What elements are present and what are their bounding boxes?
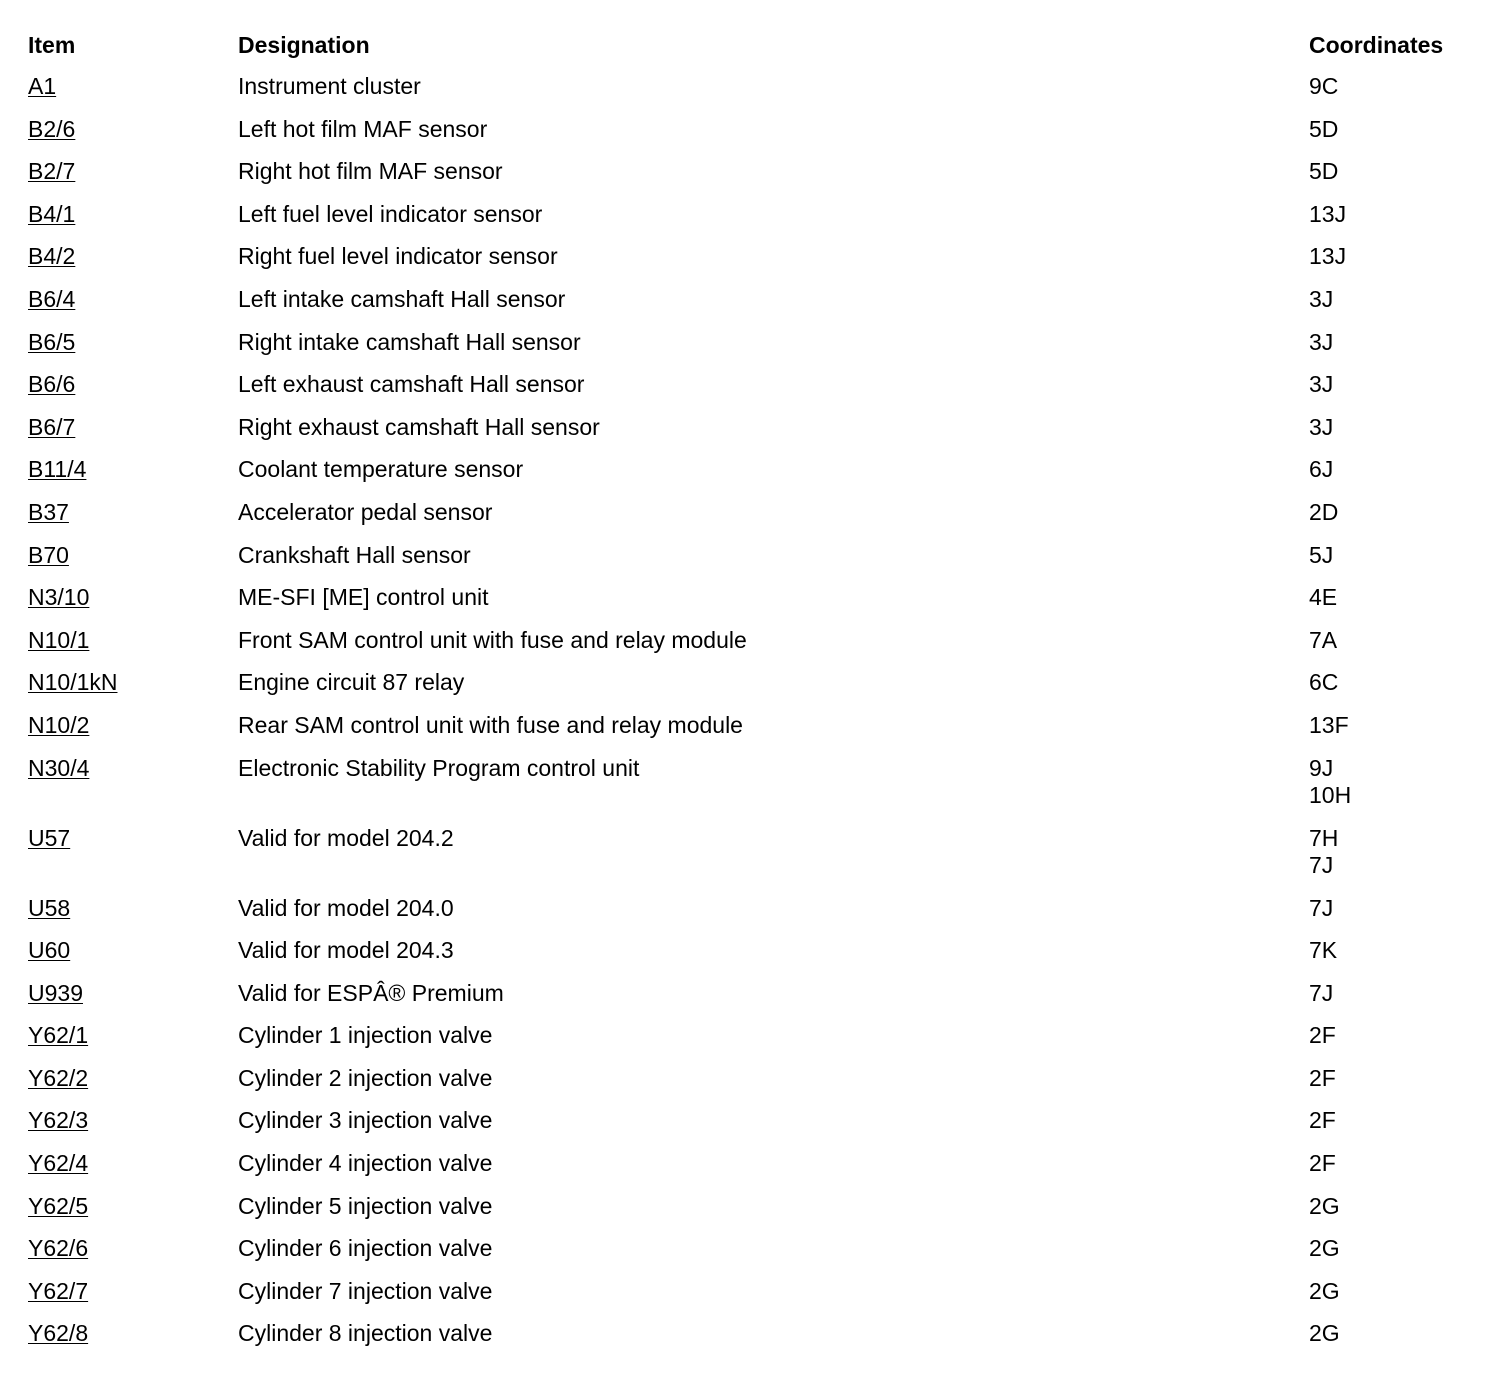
coordinates-cell (1309, 1228, 1488, 1262)
coordinates-cell (1309, 236, 1488, 270)
item-link[interactable]: Y62/8 (28, 1320, 89, 1347)
item-cell (28, 1015, 238, 1049)
item-cell (28, 364, 238, 398)
coordinate-value: 7A (1309, 626, 1338, 653)
table-row (28, 1015, 1488, 1058)
coordinates-cell (1309, 620, 1488, 654)
coordinates-cell (1309, 279, 1488, 313)
item-cell (28, 620, 238, 654)
item-link[interactable]: Y62/6 (28, 1235, 89, 1262)
coordinate-value: 13F (1309, 711, 1349, 738)
coordinates-cell (1309, 364, 1488, 398)
table-body (28, 66, 1488, 1356)
designation-cell: Cylinder 4 injection valve (238, 1150, 493, 1177)
item-link[interactable]: B2/7 (28, 158, 76, 185)
table-row (28, 973, 1488, 1016)
coordinates-cell (1309, 151, 1488, 185)
coordinate-value: 2F (1309, 1150, 1336, 1177)
designation-cell: Right exhaust camshaft Hall sensor (238, 413, 600, 440)
designation-cell: Crankshaft Hall sensor (238, 541, 471, 568)
coordinates-cell (1309, 535, 1488, 569)
item-cell (28, 888, 238, 922)
item-cell (28, 577, 238, 611)
designation-cell: Cylinder 7 injection valve (238, 1277, 493, 1304)
item-link[interactable]: U58 (28, 894, 71, 921)
coordinate-value: 3J (1309, 328, 1334, 355)
coordinate-value: 5J (1309, 541, 1334, 568)
table-row (28, 322, 1488, 365)
coordinates-cell (1309, 109, 1488, 143)
table-row (28, 492, 1488, 535)
designation-cell: Right hot film MAF sensor (238, 158, 503, 185)
coordinates-cell (1309, 818, 1488, 879)
designation-cell: Cylinder 5 injection valve (238, 1192, 493, 1219)
table-row (28, 279, 1488, 322)
table-header-row (28, 24, 1488, 66)
coordinate-value: 2D (1309, 498, 1339, 525)
designation-cell: Left hot film MAF sensor (238, 115, 488, 142)
item-cell (28, 973, 238, 1007)
designation-cell: ME-SFI [ME] control unit (238, 584, 489, 611)
table-row (28, 888, 1488, 931)
coordinate-value: 4E (1309, 584, 1338, 611)
designation-cell: Left fuel level indicator sensor (238, 200, 543, 227)
item-link[interactable]: Y62/5 (28, 1192, 89, 1219)
coordinate-value: 7H (1309, 824, 1339, 851)
table-row (28, 930, 1488, 973)
item-link[interactable]: B6/4 (28, 285, 76, 312)
coordinate-value: 3J (1309, 285, 1334, 312)
table-row (28, 620, 1488, 663)
table-row (28, 535, 1488, 578)
coordinate-value: 2F (1309, 1107, 1336, 1134)
coordinate-value: 2G (1309, 1277, 1340, 1304)
coordinates-cell (1309, 662, 1488, 696)
designation-cell: Cylinder 2 injection valve (238, 1064, 493, 1091)
table-row (28, 449, 1488, 492)
item-link[interactable]: B2/6 (28, 115, 76, 142)
coordinates-cell (1309, 973, 1488, 1007)
coordinate-value: 3J (1309, 413, 1334, 440)
item-cell (28, 1143, 238, 1177)
designation-cell: Left exhaust camshaft Hall sensor (238, 371, 585, 398)
coordinate-value: 7J (1309, 851, 1334, 878)
item-link[interactable]: N10/1 (28, 626, 90, 653)
designation-cell: Cylinder 6 injection valve (238, 1235, 493, 1262)
item-cell (28, 1271, 238, 1305)
header-coordinates: Coordinates (1309, 32, 1444, 58)
coordinates-cell (1309, 194, 1488, 228)
item-cell (28, 322, 238, 356)
table-row (28, 1058, 1488, 1101)
coordinates-cell (1309, 1313, 1488, 1347)
item-cell (28, 535, 238, 569)
coordinates-cell (1309, 66, 1488, 100)
item-link[interactable]: B6/6 (28, 371, 76, 398)
item-link[interactable]: Y62/7 (28, 1277, 89, 1304)
item-link[interactable]: Y62/2 (28, 1064, 89, 1091)
coordinate-value: 2G (1309, 1320, 1340, 1347)
coordinate-value: 7K (1309, 937, 1338, 964)
designation-cell: Coolant temperature sensor (238, 456, 524, 483)
designation-cell: Valid for model 204.0 (238, 894, 454, 921)
item-cell (28, 1058, 238, 1092)
item-cell (28, 151, 238, 185)
item-link[interactable]: U57 (28, 824, 71, 851)
designation-cell: Cylinder 8 injection valve (238, 1320, 493, 1347)
item-link[interactable]: B37 (28, 498, 69, 525)
item-cell (28, 194, 238, 228)
table-row (28, 109, 1488, 152)
item-cell (28, 66, 238, 100)
item-link[interactable]: Y62/4 (28, 1150, 89, 1177)
table-row (28, 1143, 1488, 1186)
item-link[interactable]: Y62/1 (28, 1022, 89, 1049)
coordinates-cell (1309, 1271, 1488, 1305)
coordinate-value: 6J (1309, 456, 1334, 483)
coordinates-cell (1309, 407, 1488, 441)
item-cell (28, 109, 238, 143)
coordinates-cell (1309, 492, 1488, 526)
item-link[interactable]: N10/2 (28, 711, 90, 738)
coordinates-cell (1309, 930, 1488, 964)
coordinates-cell (1309, 449, 1488, 483)
item-link[interactable]: A1 (28, 73, 57, 99)
coordinate-value: 2F (1309, 1022, 1336, 1049)
coordinates-cell (1309, 577, 1488, 611)
item-link[interactable]: B6/7 (28, 413, 76, 440)
item-link[interactable]: U939 (28, 979, 83, 1006)
item-link[interactable]: N3/10 (28, 584, 90, 611)
coordinate-value: 2F (1309, 1064, 1336, 1091)
table-row (28, 1186, 1488, 1229)
designation-cell: Valid for ESPÂ® Premium (238, 979, 504, 1006)
item-cell (28, 748, 238, 782)
coordinates-cell (1309, 1100, 1488, 1134)
item-link[interactable]: B11/4 (28, 456, 87, 483)
coordinates-cell (1309, 1143, 1488, 1177)
item-cell (28, 449, 238, 483)
table-row (28, 1228, 1488, 1271)
coordinates-cell (1309, 748, 1488, 809)
designation-cell: Valid for model 204.2 (238, 824, 454, 851)
item-link[interactable]: B4/1 (28, 200, 76, 227)
coordinate-value: 5D (1309, 115, 1339, 142)
table-row (28, 818, 1488, 888)
table-row (28, 364, 1488, 407)
item-cell (28, 1186, 238, 1220)
table-row (28, 1100, 1488, 1143)
coordinate-value: 13J (1309, 243, 1347, 270)
item-cell (28, 662, 238, 696)
table-row (28, 577, 1488, 620)
designation-cell: Cylinder 3 injection valve (238, 1107, 493, 1134)
item-cell (28, 492, 238, 526)
header-item: Item (28, 32, 76, 58)
table-row (28, 194, 1488, 237)
designation-cell: Rear SAM control unit with fuse and relay module (238, 711, 743, 738)
designation-cell: Right fuel level indicator sensor (238, 243, 558, 270)
designation-cell: Accelerator pedal sensor (238, 498, 493, 525)
designation-cell: Cylinder 1 injection valve (238, 1022, 493, 1049)
coordinate-value: 10H (1309, 781, 1352, 808)
coordinate-value: 9C (1309, 73, 1339, 99)
table-row (28, 236, 1488, 279)
table-row (28, 705, 1488, 748)
item-link[interactable]: N30/4 (28, 754, 90, 781)
item-link[interactable]: Y62/3 (28, 1107, 89, 1134)
item-link[interactable]: N10/1kN (28, 669, 118, 696)
coordinate-value: 9J (1309, 754, 1334, 781)
coordinates-cell (1309, 1015, 1488, 1049)
coordinate-value: 7J (1309, 979, 1334, 1006)
item-link[interactable]: B70 (28, 541, 69, 568)
item-cell (28, 930, 238, 964)
coordinate-value: 2G (1309, 1192, 1340, 1219)
coordinate-value: 2G (1309, 1235, 1340, 1262)
item-link[interactable]: U60 (28, 937, 71, 964)
coordinate-value: 13J (1309, 200, 1347, 227)
header-designation: Designation (238, 32, 370, 58)
coordinates-cell (1309, 705, 1488, 739)
designation-cell: Right intake camshaft Hall sensor (238, 328, 581, 355)
coordinates-cell (1309, 1186, 1488, 1220)
item-cell (28, 407, 238, 441)
designation-cell: Electronic Stability Program control unit (238, 754, 640, 781)
table-row (28, 662, 1488, 705)
item-cell (28, 236, 238, 270)
coordinate-value: 6C (1309, 669, 1339, 696)
designation-cell: Instrument cluster (238, 73, 421, 99)
item-link[interactable]: B4/2 (28, 243, 76, 270)
item-cell (28, 1228, 238, 1262)
designation-cell: Front SAM control unit with fuse and relay module (238, 626, 747, 653)
coordinates-cell (1309, 888, 1488, 922)
designation-cell: Engine circuit 87 relay (238, 669, 465, 696)
item-cell (28, 1100, 238, 1134)
item-link[interactable]: B6/5 (28, 328, 76, 355)
coordinates-cell (1309, 322, 1488, 356)
table-row (28, 66, 1488, 109)
table-row (28, 1271, 1488, 1314)
table-row (28, 407, 1488, 450)
item-cell (28, 279, 238, 313)
coordinates-cell (1309, 1058, 1488, 1092)
table-row (28, 1313, 1488, 1356)
item-cell (28, 705, 238, 739)
coordinate-value: 3J (1309, 371, 1334, 398)
designation-cell: Left intake camshaft Hall sensor (238, 285, 566, 312)
table-row (28, 748, 1488, 818)
designation-cell: Valid for model 204.3 (238, 937, 454, 964)
component-legend-table (28, 24, 1488, 1356)
coordinate-value: 7J (1309, 894, 1334, 921)
item-cell (28, 1313, 238, 1347)
coordinate-value: 5D (1309, 158, 1339, 185)
table-row (28, 151, 1488, 194)
item-cell (28, 818, 238, 852)
